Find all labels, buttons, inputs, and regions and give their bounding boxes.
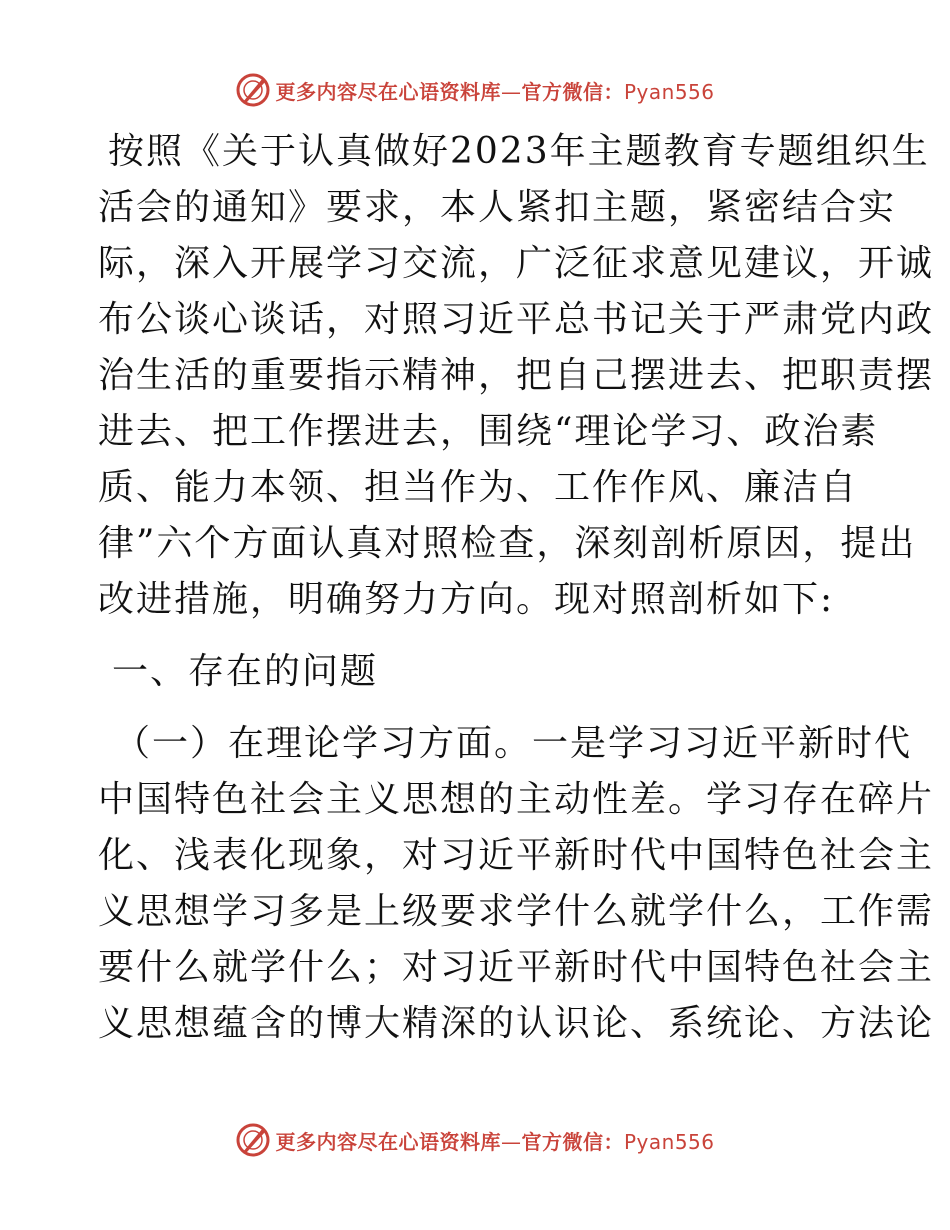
text-line: 质、能力本领、担当作为、工作作风、廉洁自: [98, 467, 859, 508]
watermark-text: 更多内容尽在心语资料库: [275, 1129, 501, 1154]
text-line: 布公谈心谈话，对照习近平总书记关于严肃党内政: [98, 299, 935, 340]
text-line: 化、浅表化现象，对习近平新时代中国特色社会主: [98, 835, 935, 876]
text-line: （一）在理论学习方面。一是学习习近平新时代: [114, 723, 913, 764]
watermark-text: 更多内容尽在心语资料库: [275, 79, 501, 104]
watermark-handle: Pyan556: [623, 79, 715, 104]
footer-watermark: [0, 1118, 950, 1162]
text-line: 改进措施，明确努力方向。现对照剖析如下:: [98, 579, 835, 620]
text-line: 进去、把工作摆进去，围绕“理论学习、政治素: [98, 411, 879, 452]
text-line: 义思想学习多是上级要求学什么就学什么，工作需: [98, 891, 935, 932]
text-line: 治生活的重要指示精神，把自己摆进去、把职责摆: [98, 355, 935, 396]
quill-logo-icon: [235, 72, 271, 108]
header-watermark: [0, 68, 950, 112]
watermark-line: [275, 1126, 714, 1155]
watermark-label: 官方微信：: [521, 79, 624, 104]
watermark-separator: —: [500, 79, 522, 104]
text-line: 活会的通知》要求，本人紧扣主题，紧密结合实: [98, 187, 897, 228]
text-line: 中国特色社会主义思想的主动性差。学习存在碎片: [98, 779, 935, 820]
text-line: 按照《关于认真做好2023年主题教育专题组织生: [108, 131, 930, 172]
text-line: 要什么就学什么；对习近平新时代中国特色社会主: [98, 947, 935, 988]
section-heading: 一、存在的问题: [112, 651, 379, 692]
intro-paragraph: [98, 124, 935, 628]
watermark-handle: Pyan556: [623, 1129, 715, 1154]
body-paragraph: [98, 716, 935, 1052]
watermark-separator: —: [500, 1129, 522, 1154]
quill-logo-icon: [235, 1122, 271, 1158]
text-line: 际，深入开展学习交流，广泛征求意见建议，开诚: [98, 243, 935, 284]
watermark-line: [275, 76, 714, 105]
text-line: 义思想蕴含的博大精深的认识论、系统论、方法论: [98, 1003, 935, 1044]
document-body: [98, 124, 935, 1052]
watermark-label: 官方微信：: [521, 1129, 624, 1154]
text-line: 律”六个方面认真对照检查，深刻剖析原因，提出: [98, 523, 917, 564]
